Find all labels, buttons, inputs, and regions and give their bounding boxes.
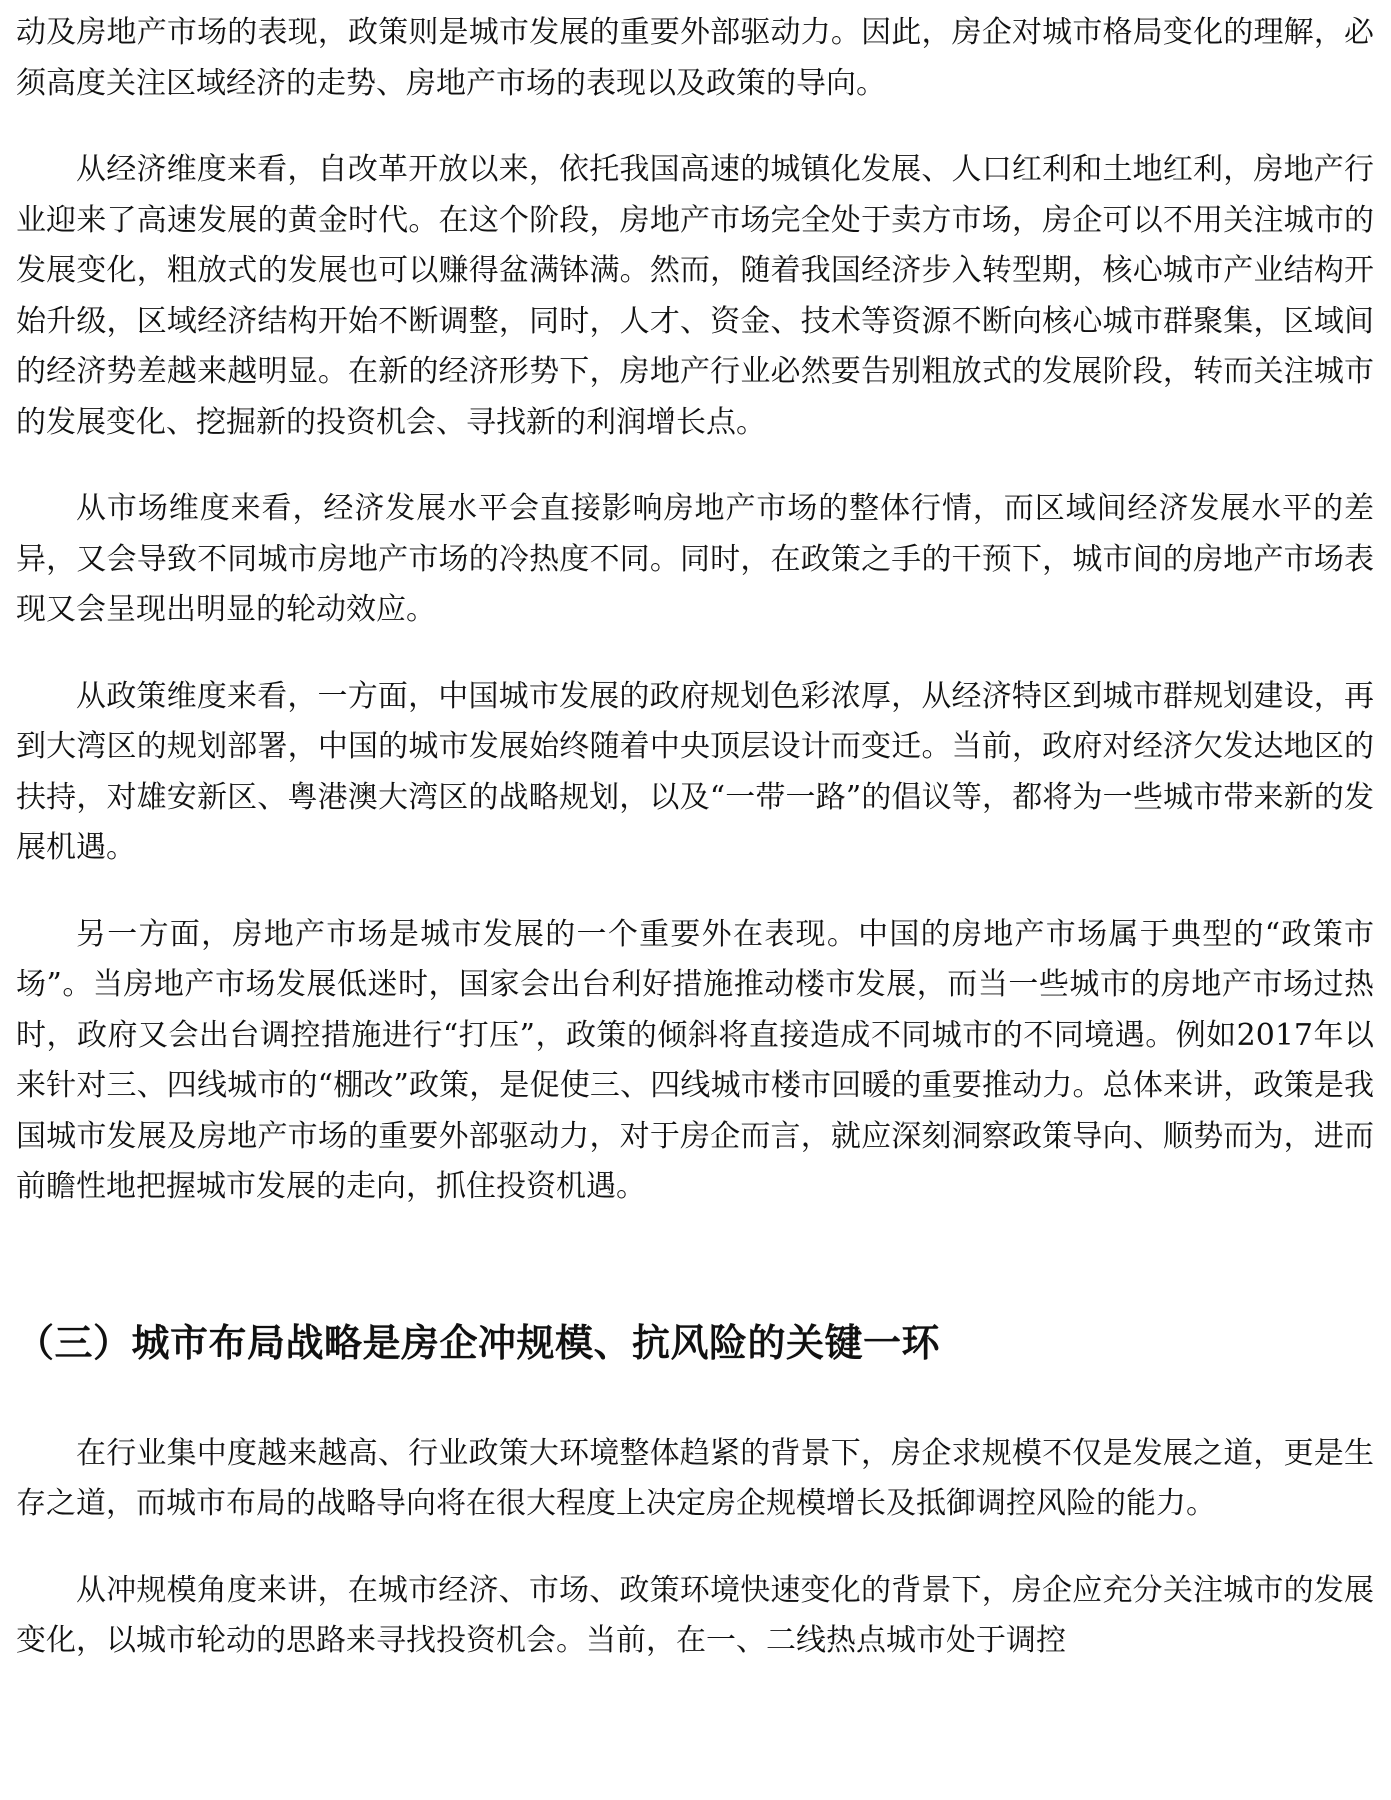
paragraph-scale-perspective: 从冲规模角度来讲，在城市经济、市场、政策环境快速变化的背景下，房企应充分关注城市的发展变化，以城市轮动的思路来寻找投资机会。当前，在一、二线热点城市处于调控 [16,1572,1374,1658]
paragraph-section-intro: 在行业集中度越来越高、行业政策大环境整体趋紧的背景下，房企求规模不仅是发展之道，更是生存之道，而城市布局的战略导向将在很大程度上决定房企规模增长及抵御调控风险的能力。 [16,1435,1374,1521]
paragraph-policy-dimension: 从政策维度来看，一方面，中国城市发展的政府规划色彩浓厚，从经济特区到城市群规划建设，再到大湾区的规划部署，中国的城市发展始终随着中央顶层设计而变迁。当前，政府对经济欠发达地区的扶持，对雄安新区、粤港澳大湾区的战略规划，以及“一带一路”的倡议等，都将为一些城市带来新的发展机遇。 [16,678,1374,865]
document-page [16,0,1374,1667]
paragraph-economic-dimension: 从经济维度来看，自改革开放以来，依托我国高速的城镇化发展、人口红利和土地红利，房地产行业迎来了高速发展的黄金时代。在这个阶段，房地产市场完全处于卖方市场，房企可以不用关注城市的发展变化，粗放式的发展也可以赚得盆满钵满。然而，随着我国经济步入转型期，核心城市产业结构开始升级，区域经济结构开始不断调整，同时，人才、资金、技术等资源不断向核心城市群聚集，区域间的经济势差越来越明显。在新的经济形势下，房地产行业必然要告别粗放式的发展阶段，转而关注城市的发展变化、挖掘新的投资机会、寻找新的利润增长点。 [16,152,1374,440]
paragraph-market-dimension: 从市场维度来看，经济发展水平会直接影响房地产市场的整体行情，而区域间经济发展水平的差异，又会导致不同城市房地产市场的冷热度不同。同时，在政策之手的干预下，城市间的房地产市场表现又会呈现出明显的轮动效应。 [16,491,1374,627]
paragraph-policy-other-side: 另一方面，房地产市场是城市发展的一个重要外在表现。中国的房地产市场属于典型的“政策市场”。当房地产市场发展低迷时，国家会出台利好措施推动楼市发展，而当一些城市的房地产市场过热时，政府又会出台调控措施进行“打压”，政策的倾斜将直接造成不同城市的不同境遇。例如2017年以来针对三、四线城市的“棚改”政策，是促使三、四线城市楼市回暖的重要推动力。总体来讲，政策是我国城市发展及房地产市场的重要外部驱动力，对于房企而言，就应深刻洞察政策导向、顺势而为，进而前瞻性地把握城市发展的走向，抓住投资机遇。 [16,916,1374,1204]
paragraph-continuation: 动及房地产市场的表现，政策则是城市发展的重要外部驱动力。因此，房企对城市格局变化的理解，必须高度关注区域经济的走势、房地产市场的表现以及政策的导向。 [16,15,1374,101]
section-heading: （三）城市布局战略是房企冲规模、抗风险的关键一环 [16,1320,941,1365]
